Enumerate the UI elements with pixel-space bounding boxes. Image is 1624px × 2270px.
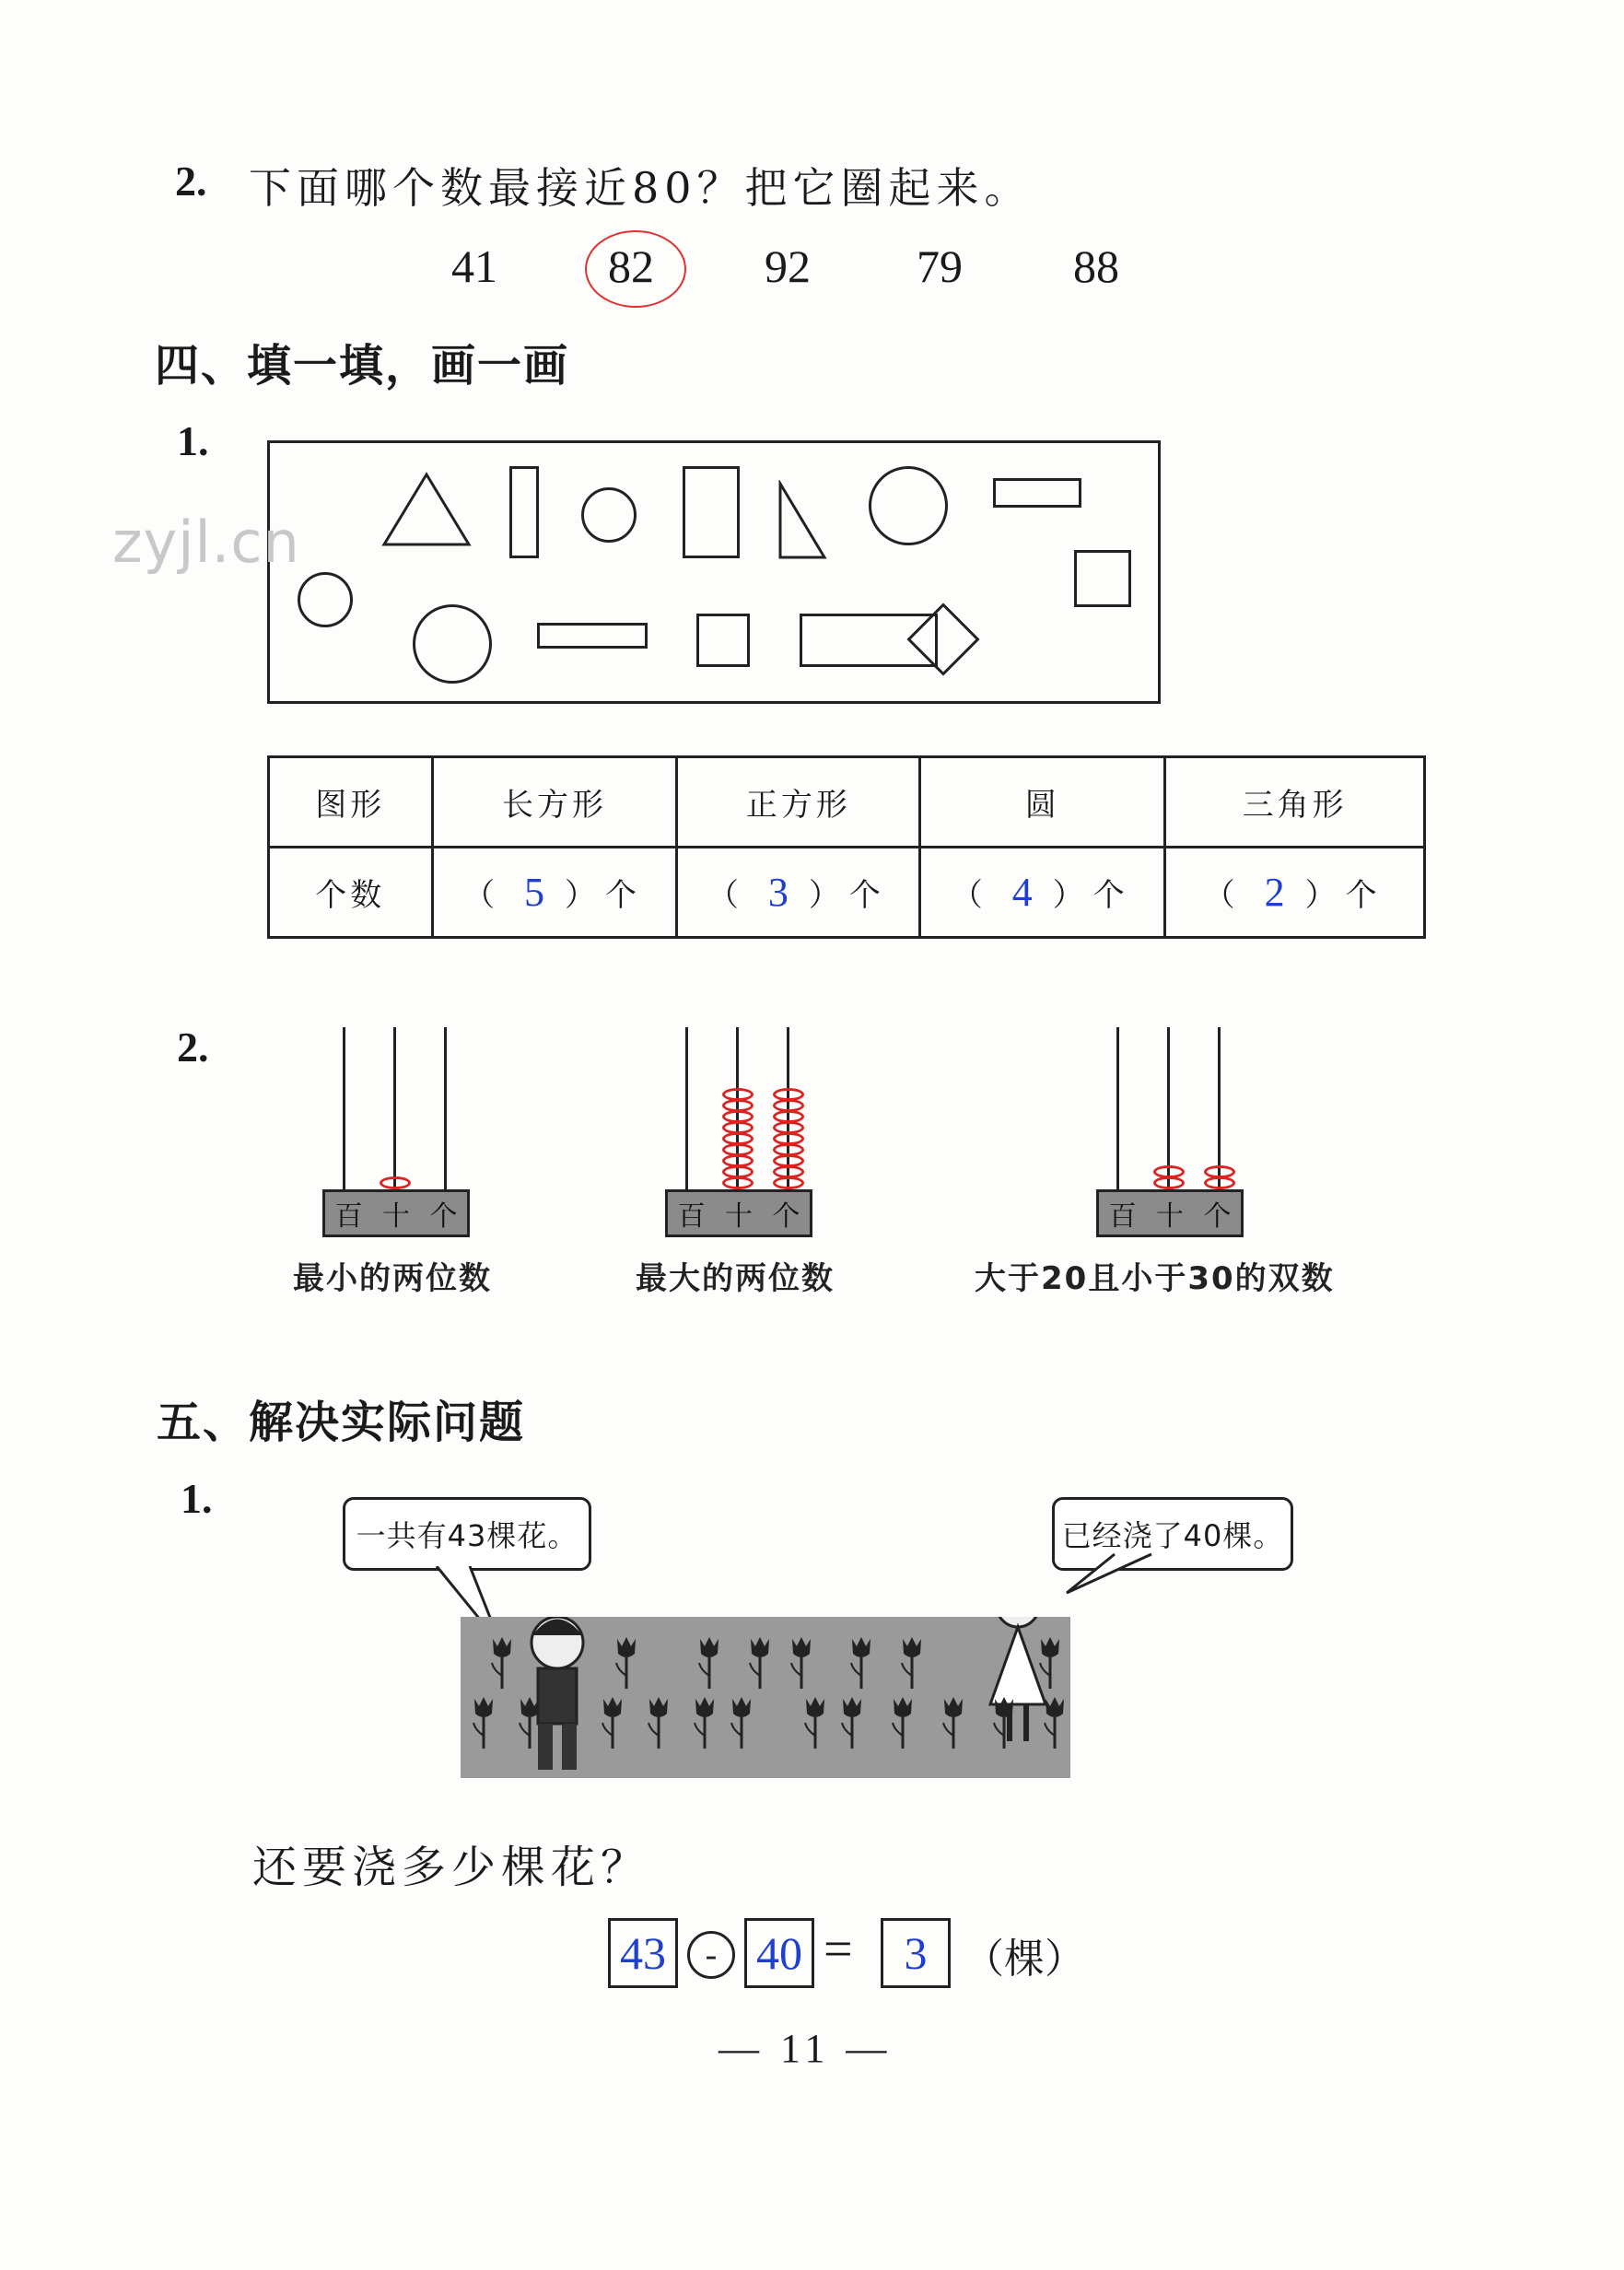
abacus-bead[interactable] [773, 1132, 804, 1145]
operator-circle[interactable]: - [687, 1931, 735, 1979]
answer-value: 4 [1011, 870, 1033, 915]
abacus-bead[interactable] [1153, 1176, 1185, 1189]
flower-icon [613, 1635, 640, 1691]
answer-cell[interactable]: （ 4 ）个 [920, 848, 1165, 938]
table-header-cell: 正方形 [677, 757, 920, 848]
option-number-selected[interactable]: 82 [608, 240, 654, 292]
speech-bubble-left: 一共有43棵花。 [343, 1497, 591, 1571]
abacus-bead[interactable] [722, 1121, 754, 1134]
question-number: 2. [175, 158, 207, 205]
rectangle-shape [509, 466, 539, 558]
unit-label: （棵） [964, 1936, 1085, 1983]
flower-icon [645, 1695, 672, 1750]
abacus-rod [1116, 1027, 1119, 1189]
flower-icon [691, 1695, 719, 1750]
circle-shape [298, 572, 353, 627]
option-number[interactable]: 92 [765, 240, 811, 292]
abacus-rod [444, 1027, 447, 1189]
abacus-caption: 最小的两位数 [293, 1260, 492, 1297]
table-row-label: 个数 [269, 848, 433, 938]
section-heading: 五、解决实际问题 [157, 1397, 526, 1448]
watermark-text: zyjl.cn [112, 509, 300, 576]
shape-count-table [267, 755, 1426, 939]
circle-shape [413, 604, 492, 684]
place-value-label: 十 [724, 1200, 753, 1233]
rectangle-shape [683, 466, 740, 558]
abacus-bead[interactable] [773, 1088, 804, 1101]
rectangle-shape [993, 478, 1081, 508]
abacus-bead[interactable] [1204, 1176, 1235, 1189]
flower-icon [940, 1695, 967, 1750]
abacus-bead[interactable] [773, 1176, 804, 1189]
question-number: 1. [177, 417, 209, 464]
flower-icon [838, 1695, 866, 1750]
abacus-base [665, 1189, 812, 1237]
abacus-bead[interactable] [773, 1110, 804, 1123]
abacus-bead[interactable] [773, 1143, 804, 1156]
place-value-label: 个 [429, 1200, 458, 1233]
flower-icon [746, 1635, 774, 1691]
abacus-rod [685, 1027, 688, 1189]
place-value-label: 百 [1108, 1200, 1137, 1233]
answer-cell[interactable]: （ 3 ）个 [677, 848, 920, 938]
abacus-bead[interactable] [722, 1099, 754, 1112]
question-number: 2. [177, 1024, 209, 1071]
circle-shape [581, 487, 637, 543]
abacus-bead[interactable] [773, 1154, 804, 1167]
equation-box-subtrahend[interactable]: 40 [744, 1918, 814, 1988]
flower-icon [889, 1695, 917, 1750]
table-header-cell: 圆 [920, 757, 1165, 848]
abacus-bead[interactable] [722, 1154, 754, 1167]
speech-bubble-tail [1059, 1552, 1161, 1598]
flower-icon [599, 1695, 626, 1750]
abacus-bead[interactable] [722, 1176, 754, 1189]
flower-icon [1036, 1635, 1064, 1691]
abacus-bead[interactable] [773, 1121, 804, 1134]
question-text: 还要浇多少棵花？ [252, 1842, 651, 1893]
section-heading: 四、填一填，画一画 [155, 340, 570, 392]
flower-icon [488, 1635, 516, 1691]
place-value-label: 百 [334, 1200, 363, 1233]
option-number[interactable]: 79 [917, 240, 963, 292]
flower-icon [898, 1635, 926, 1691]
question-number: 1. [181, 1475, 213, 1522]
answer-cell[interactable]: （ 2 ）个 [1165, 848, 1425, 938]
equation-box-minuend[interactable]: 43 [608, 1918, 678, 1988]
flower-icon [990, 1695, 1018, 1750]
flower-icon [801, 1695, 829, 1750]
answer-cell[interactable]: （ 5 ）个 [432, 848, 677, 938]
abacus-bead[interactable] [722, 1088, 754, 1101]
abacus-bead[interactable] [1153, 1165, 1185, 1178]
place-value-label: 十 [381, 1200, 410, 1233]
abacus-bead[interactable] [380, 1176, 411, 1189]
abacus-bead[interactable] [722, 1132, 754, 1145]
rectangle-shape [537, 623, 648, 649]
square-shape [1074, 550, 1131, 607]
flower-icon [1041, 1695, 1069, 1750]
abacus-bead[interactable] [773, 1165, 804, 1178]
option-number[interactable]: 88 [1073, 240, 1119, 292]
triangle-shape [380, 471, 473, 548]
answer-value: 2 [1264, 870, 1285, 915]
table-header-cell: 图形 [269, 757, 433, 848]
shapes-box [267, 440, 1161, 704]
flower-icon [470, 1695, 497, 1750]
flower-icon [788, 1635, 815, 1691]
page-number: — 11 — [719, 2026, 893, 2071]
answer-circle-mark [585, 230, 686, 308]
abacus-bead[interactable] [773, 1099, 804, 1112]
equation-box-result[interactable]: 3 [881, 1918, 951, 1988]
flower-icon [847, 1635, 875, 1691]
abacus-caption: 最大的两位数 [636, 1260, 835, 1297]
table-header-cell: 三角形 [1165, 757, 1425, 848]
abacus-rod [343, 1027, 345, 1189]
abacus [665, 1027, 822, 1233]
abacus-rod [393, 1027, 396, 1189]
table-header-cell: 长方形 [432, 757, 677, 848]
abacus-bead[interactable] [722, 1143, 754, 1156]
abacus [322, 1027, 479, 1233]
abacus-bead[interactable] [722, 1165, 754, 1178]
place-value-label: 百 [677, 1200, 706, 1233]
flower-icon [695, 1635, 723, 1691]
place-value-label: 个 [772, 1200, 800, 1233]
option-number[interactable]: 41 [451, 240, 497, 292]
speech-bubble-right: 已经浇了40棵。 [1052, 1497, 1293, 1571]
flower-icon [516, 1695, 543, 1750]
equals-sign: = [824, 1921, 853, 1978]
answer-value: 5 [524, 870, 545, 915]
abacus [1096, 1027, 1253, 1233]
place-value-label: 十 [1155, 1200, 1184, 1233]
place-value-label: 个 [1203, 1200, 1232, 1233]
abacus-base [1096, 1189, 1244, 1237]
answer-value: 3 [767, 870, 789, 915]
abacus-base [322, 1189, 470, 1237]
circle-shape [869, 466, 948, 545]
abacus-bead[interactable] [722, 1110, 754, 1123]
abacus-caption: 大于20且小于30的双数 [975, 1260, 1335, 1297]
flower-garden-illustration [461, 1617, 1070, 1778]
right-triangle-shape [775, 480, 830, 563]
abacus-bead[interactable] [1204, 1165, 1235, 1178]
question-text: 下面哪个数最接近80？把它圈起来。 [249, 163, 1033, 213]
flower-icon [728, 1695, 755, 1750]
square-shape [696, 614, 750, 667]
